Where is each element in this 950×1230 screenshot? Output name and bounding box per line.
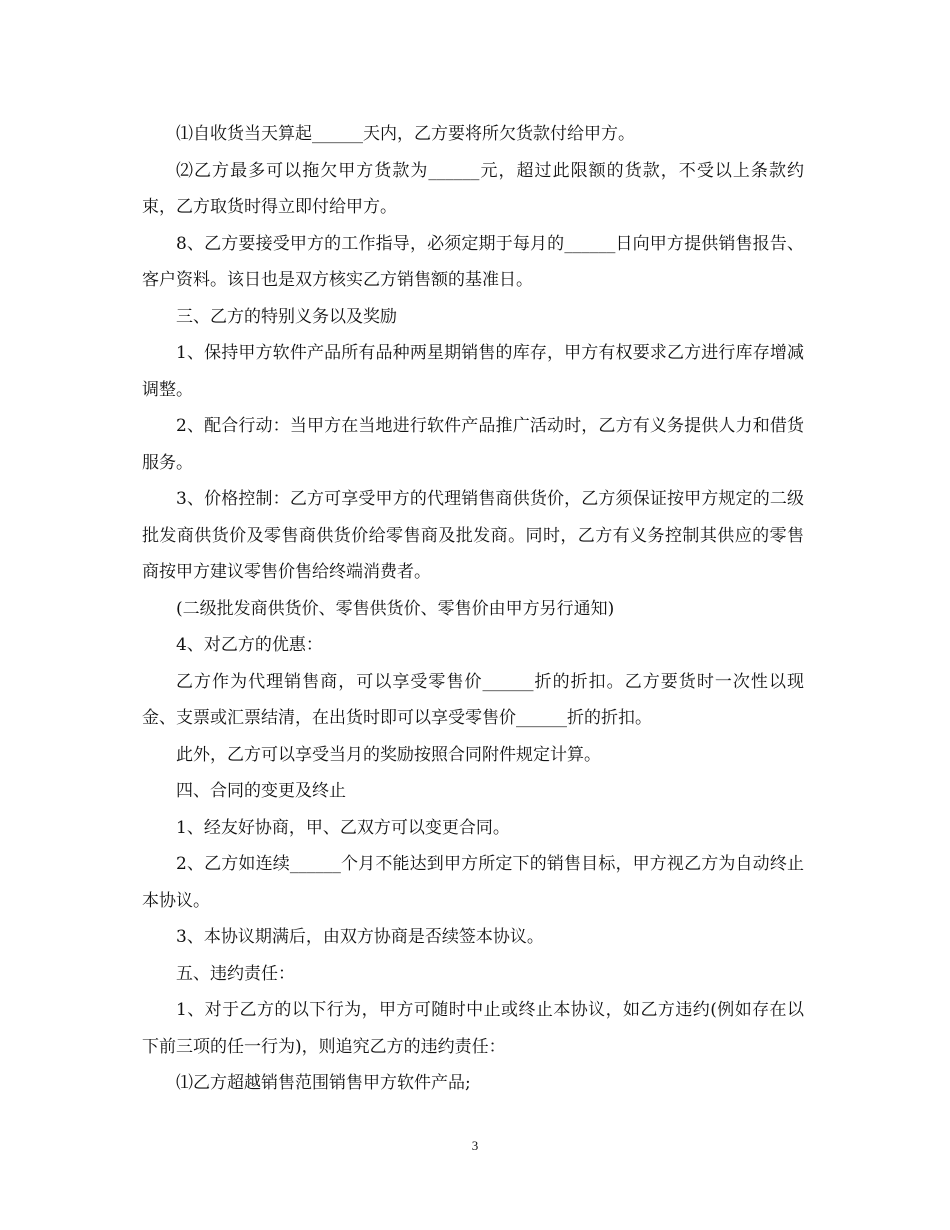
- page-number: 3: [471, 1138, 479, 1153]
- paragraph-discount-heading: 4、对乙方的优惠：: [176, 635, 323, 655]
- paragraph-price-control: 3、价格控制：乙方可享受甲方的代理销售商供货价，乙方须保证按甲方规定的二级批发商供货价及零售商供货价给零售商及批发商。同时，乙方有义务控制其供应的零售商按甲方建议零售价售给终端消费者。: [142, 489, 804, 582]
- paragraph-inventory: 1、保持甲方软件产品所有品种两星期销售的库存，甲方有权要求乙方进行库存增减调整。: [142, 343, 804, 400]
- paragraph-clause-1: ⑴自收货当天算起______天内，乙方要将所欠货款付给甲方。: [176, 124, 635, 144]
- paragraph-cooperation: 2、配合行动：当甲方在当地进行软件产品推广活动时，乙方有义务提供人力和借货服务。: [142, 416, 804, 473]
- paragraph-termination: 2、乙方如连续______个月不能达到甲方所定下的销售目标，甲方视乙方为自动终止本协议。: [142, 854, 804, 911]
- paragraph-renewal: 3、本协议期满后，由双方协商是否续签本协议。: [176, 927, 544, 947]
- section-heading-5: 五、违约责任：: [176, 963, 295, 984]
- paragraph-item-8: 8、乙方要接受甲方的工作指导，必须定期于每月的______日向甲方提供销售报告、客户资料。该日也是双方核实乙方销售额的基准日。: [142, 233, 804, 290]
- paragraph-clause-2: ⑵乙方最多可以拖欠甲方货款为______元，超过此限额的货款，不受以上条款约束，乙方取货时得立即付给甲方。: [142, 160, 804, 217]
- paragraph-breach: 1、对于乙方的以下行为，甲方可随时中止或终止本协议，如乙方违约(例如存在以下前三项的任一行为)，则追究乙方的违约责任：: [142, 1000, 804, 1057]
- paragraph-breach-item-1: ⑴乙方超越销售范围销售甲方软件产品;: [176, 1073, 471, 1093]
- section-heading-3: 三、乙方的特别义务以及奖励: [176, 306, 397, 327]
- document-body: [142, 116, 804, 1102]
- section-heading-4: 四、合同的变更及终止: [176, 781, 346, 801]
- paragraph-price-note: (二级批发商供货价、零售供货价、零售价由甲方另行通知): [176, 598, 615, 619]
- paragraph-reward: 此外，乙方可以享受当月的奖励按照合同附件规定计算。: [176, 744, 601, 765]
- paragraph-discount: 乙方作为代理销售商，可以享受零售价______折的折扣。乙方要货时一次性以现金、支票或汇票结清，在出货时即可以享受零售价______折的折扣。: [142, 671, 804, 728]
- paragraph-change: 1、经友好协商，甲、乙双方可以变更合同。: [176, 817, 510, 838]
